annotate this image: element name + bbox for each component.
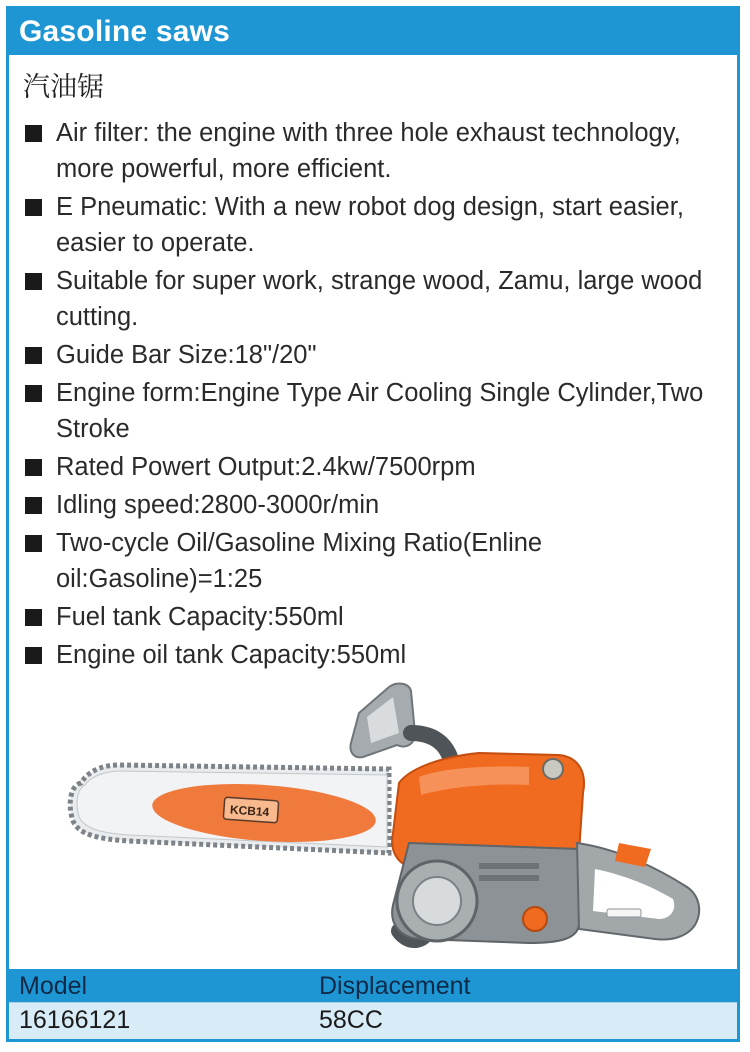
square-bullet-icon: [25, 609, 42, 626]
square-bullet-icon: [25, 125, 42, 142]
table-row: [9, 1002, 737, 1039]
feature-text: Two-cycle Oil/Gasoline Mixing Ratio(Enline oil:Gasoline)=1:25: [56, 529, 543, 593]
square-bullet-icon: [25, 273, 42, 290]
feature-item: [23, 449, 723, 485]
feature-item: [23, 599, 723, 635]
feature-text: Rated Powert Output:2.4kw/7500rpm: [56, 453, 476, 481]
engine-body: [392, 753, 584, 943]
column-header-displacement: Displacement: [319, 972, 471, 1000]
feature-item: [23, 263, 723, 335]
square-bullet-icon: [25, 385, 42, 402]
feature-item: [23, 487, 723, 523]
feature-text: Engine oil tank Capacity:550ml: [56, 641, 407, 669]
square-bullet-icon: [25, 497, 42, 514]
feature-item: [23, 189, 723, 261]
feature-text: Air filter: the engine with three hole exhaust technology, more powerful, more efficient.: [56, 119, 681, 183]
column-header-model: Model: [19, 972, 88, 1000]
feature-item: [23, 525, 723, 597]
square-bullet-icon: [25, 647, 42, 664]
feature-text: E Pneumatic: With a new robot dog design, start easier, easier to operate.: [56, 193, 684, 257]
feature-text: Engine form:Engine Type Air Cooling Single Cylinder,Two Stroke: [56, 379, 704, 443]
rear-handle: [577, 843, 699, 939]
feature-item: [23, 375, 723, 447]
svg-text:KCB14: KCB14: [229, 802, 270, 820]
table-header-row: [9, 969, 737, 1002]
feature-item: [23, 337, 723, 373]
feature-text: Fuel tank Capacity:550ml: [56, 603, 344, 631]
header-bar: [9, 9, 737, 55]
feature-text: Suitable for super work, strange wood, Zamu, large wood cutting.: [56, 267, 703, 331]
guide-bar: [70, 765, 389, 853]
chainsaw-image: [59, 673, 739, 973]
product-sheet: [6, 6, 740, 1042]
feature-list: [23, 115, 723, 675]
displacement-value: 58CC: [319, 1006, 383, 1034]
square-bullet-icon: [25, 347, 42, 364]
square-bullet-icon: [25, 199, 42, 216]
feature-text: Idling speed:2800-3000r/min: [56, 491, 380, 519]
spec-table: [9, 969, 737, 1039]
square-bullet-icon: [25, 459, 42, 476]
feature-item: [23, 115, 723, 187]
feature-item: [23, 637, 723, 673]
page-title: Gasoline saws: [19, 15, 231, 48]
model-value: 16166121: [19, 1006, 131, 1034]
feature-text: Guide Bar Size:18"/20": [56, 341, 317, 369]
chinese-subtitle: 汽油锯: [23, 72, 104, 103]
square-bullet-icon: [25, 535, 42, 552]
